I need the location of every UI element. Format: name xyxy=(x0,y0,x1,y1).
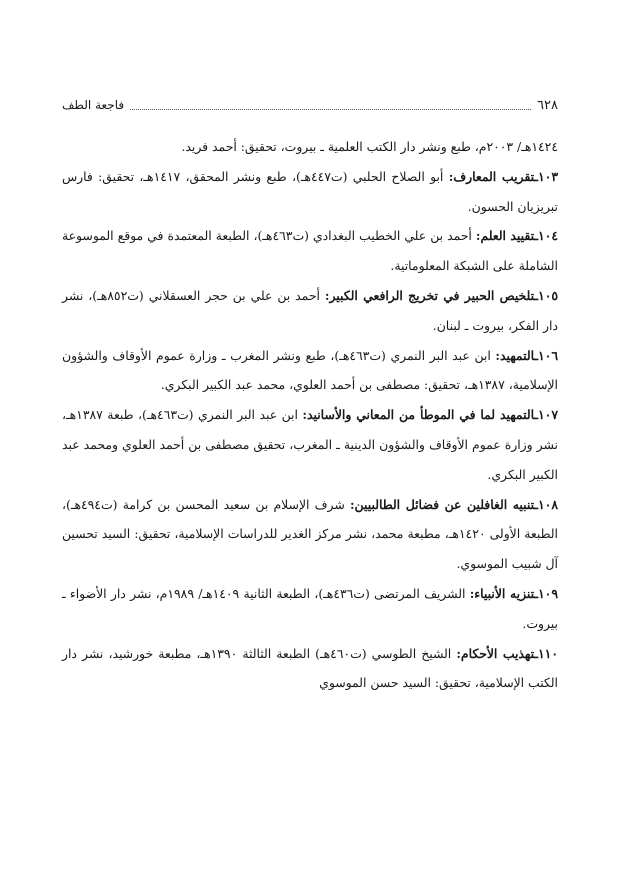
bibliography-body xyxy=(62,132,558,698)
entry-details: أحمد بن علي الخطيب البغدادي (ت٤٦٣هـ)، الطبعة المعتمدة في موقع الموسوعة الشاملة على الشبكة المعلوماتية. xyxy=(62,228,558,274)
entry-number: ١٠٣ـ xyxy=(534,168,558,184)
bibliography-entry xyxy=(62,162,558,222)
entry-title: تقييد العلم: xyxy=(475,228,535,244)
entry-details: الشيخ الطوسي (ت٤٦٠هـ) الطبعة الثالثة ١٣٩٠هـ، مطبعة خورشيد، نشر دار الكتب الإسلامية، تحقيق: السيد حسن الموسوي xyxy=(62,645,558,691)
entry-title: التمهيد: xyxy=(495,347,535,363)
bibliography-entry xyxy=(62,579,558,639)
entry-details: ابن عبد البر النمري (ت٤٦٣هـ)، طبعة ١٣٨٧هـ، نشر وزارة عموم الأوقاف والشؤون الدينية ـ المغرب، تحقيق مصطفى بن أحمد العلوي ومحمد عبد الكبير البكري. xyxy=(62,407,558,482)
bibliography-entry xyxy=(62,639,558,699)
entry-title: تنبيه الغافلين عن فضائل الطالبيين: xyxy=(349,496,535,512)
bibliography-entry xyxy=(62,281,558,341)
entry-details: أحمد بن علي بن حجر العسقلاني (ت٨٥٢هـ)، نشر دار الفكر، بيروت ـ لبنان. xyxy=(62,287,558,333)
entry-number: ١٠٩ـ xyxy=(534,585,558,601)
entry-details: أبو الصلاح الحلبي (ت٤٤٧هـ)، طبع ونشر المحقق، ١٤١٧هـ، تحقيق: فارس تبريزيان الحسون. xyxy=(62,168,558,214)
bibliography-entry xyxy=(62,400,558,489)
continuation-text: ١٤٢٤هـ/ ٢٠٠٣م، طبع ونشر دار الكتب العلمية ـ بيروت، تحقيق: أحمد فريد. xyxy=(181,139,558,154)
bibliography-entry xyxy=(62,341,558,401)
entry-number: ١٠٥ـ xyxy=(534,287,559,303)
entry-number: ١٠٨ـ xyxy=(534,496,558,512)
entry-details: شرف الإسلام بن سعيد المحسن بن كرامة (ت٤٩٤هـ)، الطبعة الأولى ١٤٢٠هـ، مطبعة محمد، نشر مركز الغدير للدراسات الإسلامية، تحقيق: السيد تحسين آل شبيب الموسوي. xyxy=(62,496,559,572)
entry-title: تهذيب الأحكام: xyxy=(456,645,535,661)
entry-title: التمهيد لما في الموطأ من المعاني والأسانيد: xyxy=(302,407,535,423)
page-number: ٦٢٨ xyxy=(537,97,558,113)
entry-number: ١٠٦ـ xyxy=(534,347,558,363)
entry-title: تقريب المعارف: xyxy=(448,168,535,184)
entry-number: ١٠٧ـ xyxy=(534,407,558,423)
header-dot-leader xyxy=(130,109,531,110)
entry-number: ١٠٤ـ xyxy=(534,228,558,244)
entry-title: تلخيص الحبير في تخريج الرافعي الكبير: xyxy=(324,287,535,303)
entry-details: ابن عبد البر النمري (ت٤٦٣هـ)، طبع ونشر المغرب ـ وزارة عموم الأوقاف والشؤون الإسلامية، ١٣٨٧هـ، تحقيق: مصطفى بن أحمد العلوي، محمد عبد الكبير البكري. xyxy=(62,347,558,393)
running-title: فاجعة الطف xyxy=(62,98,125,112)
entry-title: تنزيه الأنبياء: xyxy=(469,585,535,601)
bibliography-entry xyxy=(62,490,558,579)
entry-details: الشريف المرتضى (ت٤٣٦هـ)، الطبعة الثانية ١٤٠٩هـ/ ١٩٨٩م، نشر دار الأضواء ـ بيروت. xyxy=(62,585,558,631)
bibliography-entry xyxy=(62,221,558,281)
entry-number: ١١٠ـ xyxy=(534,645,558,661)
running-header xyxy=(62,96,558,114)
